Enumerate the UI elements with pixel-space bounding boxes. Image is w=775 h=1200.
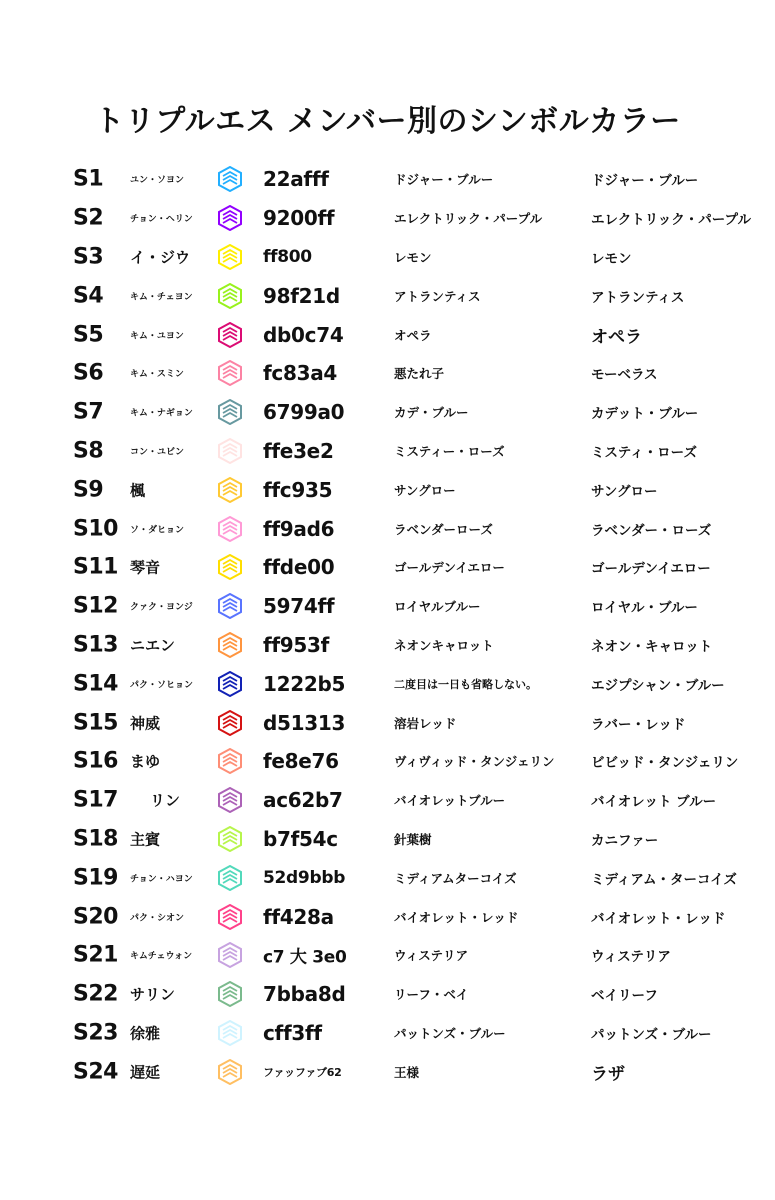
color-name-translated: ドジャー・ブルー xyxy=(394,172,494,188)
symbol-icon xyxy=(218,1059,242,1085)
symbol-icon xyxy=(218,748,242,774)
symbol-icon xyxy=(218,671,242,697)
color-name: バイオレット・レッド xyxy=(591,910,726,927)
member-number: S16 xyxy=(73,748,118,774)
symbol-icon xyxy=(218,399,242,425)
hex-code: ac62b7 xyxy=(263,788,343,813)
color-name-translated: 溶岩レッド xyxy=(394,715,457,731)
member-number: S4 xyxy=(73,283,104,309)
symbol-icon xyxy=(218,593,242,619)
member-name: キム・チェヨン xyxy=(130,292,193,303)
symbol-icon xyxy=(218,516,242,542)
color-name: ミディアム・ターコイズ xyxy=(591,871,737,888)
table-row xyxy=(0,742,775,781)
member-number: S22 xyxy=(73,981,118,1007)
color-name-translated: アトランティス xyxy=(394,288,481,304)
table-row xyxy=(0,820,775,859)
color-name-translated: エレクトリック・パープル xyxy=(394,211,543,227)
color-name: カデット・ブルー xyxy=(591,406,699,423)
table-row xyxy=(0,897,775,936)
table-row xyxy=(0,936,775,975)
symbol-icon xyxy=(218,981,242,1007)
hex-code: d51313 xyxy=(263,710,346,735)
hex-code: ffe3e2 xyxy=(263,438,334,463)
member-number: S13 xyxy=(73,632,118,658)
hex-code: ff800 xyxy=(263,246,312,267)
symbol-icon xyxy=(218,904,242,930)
hex-code: c7 大 3e0 xyxy=(263,947,347,968)
symbol-icon xyxy=(218,826,242,852)
member-number: S21 xyxy=(73,942,118,968)
hex-code: ff428a xyxy=(263,904,334,929)
member-name: リン xyxy=(150,791,181,810)
hex-code: 7bba8d xyxy=(263,982,346,1007)
member-number: S24 xyxy=(73,1059,118,1085)
color-name-translated: ヴィヴィッド・タンジェリン xyxy=(394,754,555,770)
symbol-icon xyxy=(218,438,242,464)
member-number: S3 xyxy=(73,244,104,270)
hex-code: fe8e76 xyxy=(263,749,339,774)
color-name-translated: パットンズ・ブルー xyxy=(394,1025,506,1041)
table-row xyxy=(0,548,775,587)
color-name: オペラ xyxy=(591,327,642,348)
member-name: キム・ユヨン xyxy=(130,331,184,342)
symbol-icon xyxy=(218,477,242,503)
member-name: パク・シオン xyxy=(130,913,185,924)
color-name-translated: カデ・ブルー xyxy=(394,405,469,421)
color-name: ベイリーフ xyxy=(591,988,658,1005)
hex-code: 98f21d xyxy=(263,283,340,308)
color-name: モーベラス xyxy=(591,367,658,384)
color-name: バイオレット ブルー xyxy=(591,794,717,811)
hex-code: 5974ff xyxy=(263,594,335,619)
table-row xyxy=(0,703,775,742)
color-name: レモン xyxy=(591,250,632,267)
hex-code: 52d9bbb xyxy=(263,867,346,888)
color-name: ラバー・レッド xyxy=(591,716,686,733)
member-name: 神威 xyxy=(130,714,161,733)
member-number: S7 xyxy=(73,399,104,425)
member-name: キムチェウォン xyxy=(130,951,193,962)
member-name: ユン・ソヨン xyxy=(130,175,185,186)
hex-code: 22afff xyxy=(263,167,329,192)
symbol-icon xyxy=(218,322,242,348)
symbol-icon xyxy=(218,632,242,658)
color-name: サングロー xyxy=(591,483,658,500)
table-row xyxy=(0,354,775,393)
symbol-icon xyxy=(218,865,242,891)
member-name: キム・スミン xyxy=(130,369,184,380)
member-number: S17 xyxy=(73,787,118,813)
member-name: コン・ユビン xyxy=(130,447,185,458)
color-name-translated: 針葉樹 xyxy=(394,831,432,847)
hex-code: 1222b5 xyxy=(263,671,346,696)
color-name: ロイヤル・ブルー xyxy=(591,600,698,617)
color-name: エジプシャン・ブルー xyxy=(591,677,725,694)
table-row xyxy=(0,781,775,820)
color-name-translated: リーフ・ベイ xyxy=(394,987,469,1003)
color-name: エレクトリック・パープル xyxy=(591,212,751,229)
member-number: S20 xyxy=(73,904,118,930)
hex-code: ファッファブ62 xyxy=(263,1065,342,1079)
color-name: ネオン・キャロット xyxy=(591,638,713,655)
member-number: S12 xyxy=(73,593,118,619)
member-name: パク・ソヒョン xyxy=(130,680,194,691)
table-row xyxy=(0,975,775,1014)
color-name: ウィステリア xyxy=(591,949,671,966)
member-number: S14 xyxy=(73,671,118,697)
table-row xyxy=(0,664,775,703)
table-row xyxy=(0,276,775,315)
member-number: S11 xyxy=(73,554,118,580)
table-row xyxy=(0,160,775,199)
table-row xyxy=(0,1014,775,1053)
member-name: キム・ナギョン xyxy=(130,408,193,419)
hex-code: b7f54c xyxy=(263,826,338,851)
member-name: イ・ジウ xyxy=(130,248,191,267)
table-row xyxy=(0,858,775,897)
member-name: 主賓 xyxy=(130,830,161,849)
page-title: トリプルエス メンバー別のシンボルカラー xyxy=(94,104,681,139)
member-number: S10 xyxy=(73,516,118,542)
color-name-translated: バイオレット・レッド xyxy=(394,909,519,925)
hex-code: ffc935 xyxy=(263,477,333,502)
table-row xyxy=(0,1052,775,1091)
color-name-translated: ゴールデンイエロー xyxy=(394,560,505,576)
member-number: S9 xyxy=(73,477,104,503)
color-name-translated: レモン xyxy=(394,249,432,265)
member-number: S23 xyxy=(73,1020,118,1046)
member-number: S19 xyxy=(73,865,118,891)
member-name: チョン・ハヨン xyxy=(130,874,193,885)
symbol-icon xyxy=(218,942,242,968)
member-name: 徐雅 xyxy=(130,1024,161,1043)
hex-code: db0c74 xyxy=(263,322,344,347)
color-name-translated: ミディアムターコイズ xyxy=(394,870,517,886)
color-name-translated: バイオレットブルー xyxy=(394,793,506,809)
color-name: ゴールデンイエロー xyxy=(591,561,711,578)
color-name: ドジャー・ブルー xyxy=(591,173,699,190)
member-name: ニエン xyxy=(130,636,176,655)
symbol-icon xyxy=(218,205,242,231)
symbol-icon xyxy=(218,244,242,270)
table-row xyxy=(0,315,775,354)
member-number: S2 xyxy=(73,205,104,231)
hex-code: ff953f xyxy=(263,632,330,657)
symbol-icon xyxy=(218,1020,242,1046)
symbol-icon xyxy=(218,710,242,736)
hex-code: fc83a4 xyxy=(263,361,338,386)
member-number: S8 xyxy=(73,438,104,464)
color-name-translated: 王様 xyxy=(394,1064,420,1080)
color-name: カニファー xyxy=(591,832,659,849)
color-name-translated: 二度目は一日も省略しない。 xyxy=(394,677,537,691)
member-name: チョン・ヘリン xyxy=(130,214,193,225)
symbol-icon xyxy=(218,283,242,309)
member-number: S15 xyxy=(73,710,118,736)
color-name-translated: ネオンキャロット xyxy=(394,637,494,653)
table-row xyxy=(0,393,775,432)
table-row xyxy=(0,509,775,548)
color-name: ミスティ・ローズ xyxy=(591,444,697,461)
member-name: 琴音 xyxy=(130,558,161,577)
hex-code: ffde00 xyxy=(263,555,335,580)
color-name: アトランティス xyxy=(591,289,685,306)
color-name-translated: オペラ xyxy=(394,327,432,343)
table-row xyxy=(0,470,775,509)
color-name-translated: ラベンダーローズ xyxy=(394,521,493,537)
member-number: S5 xyxy=(73,322,104,348)
table-row xyxy=(0,432,775,471)
member-name: サリン xyxy=(130,985,176,1004)
hex-code: ff9ad6 xyxy=(263,516,335,541)
color-name-translated: ミスティー・ローズ xyxy=(394,443,505,459)
hex-code: 6799a0 xyxy=(263,400,345,425)
hex-code: 9200ff xyxy=(263,206,335,231)
member-number: S1 xyxy=(73,166,104,192)
member-name: まゆ xyxy=(130,752,161,771)
member-name: 楓 xyxy=(130,481,146,500)
table-row xyxy=(0,238,775,277)
hex-code: cff3ff xyxy=(263,1020,322,1045)
color-name-translated: ウィステリア xyxy=(394,948,469,964)
member-number: S6 xyxy=(73,360,104,386)
color-name-translated: 悪たれ子 xyxy=(394,366,445,382)
color-name-translated: ロイヤルブルー xyxy=(394,599,481,615)
color-name: ラザ xyxy=(591,1064,625,1085)
member-name: ソ・ダヒョン xyxy=(130,525,185,536)
symbol-icon xyxy=(218,554,242,580)
color-name: ラベンダー・ローズ xyxy=(591,522,712,539)
color-name: ビビッド・タンジェリン xyxy=(591,755,739,772)
table-row xyxy=(0,626,775,665)
table-row xyxy=(0,199,775,238)
member-name: 遅延 xyxy=(130,1063,161,1082)
table-row xyxy=(0,587,775,626)
member-name: クァク・ヨンジ xyxy=(130,602,193,613)
symbol-icon xyxy=(218,360,242,386)
member-number: S18 xyxy=(73,826,118,852)
symbol-icon xyxy=(218,787,242,813)
color-name: パットンズ・ブルー xyxy=(591,1026,712,1043)
symbol-icon xyxy=(218,166,242,192)
color-name-translated: サングロー xyxy=(394,482,456,498)
